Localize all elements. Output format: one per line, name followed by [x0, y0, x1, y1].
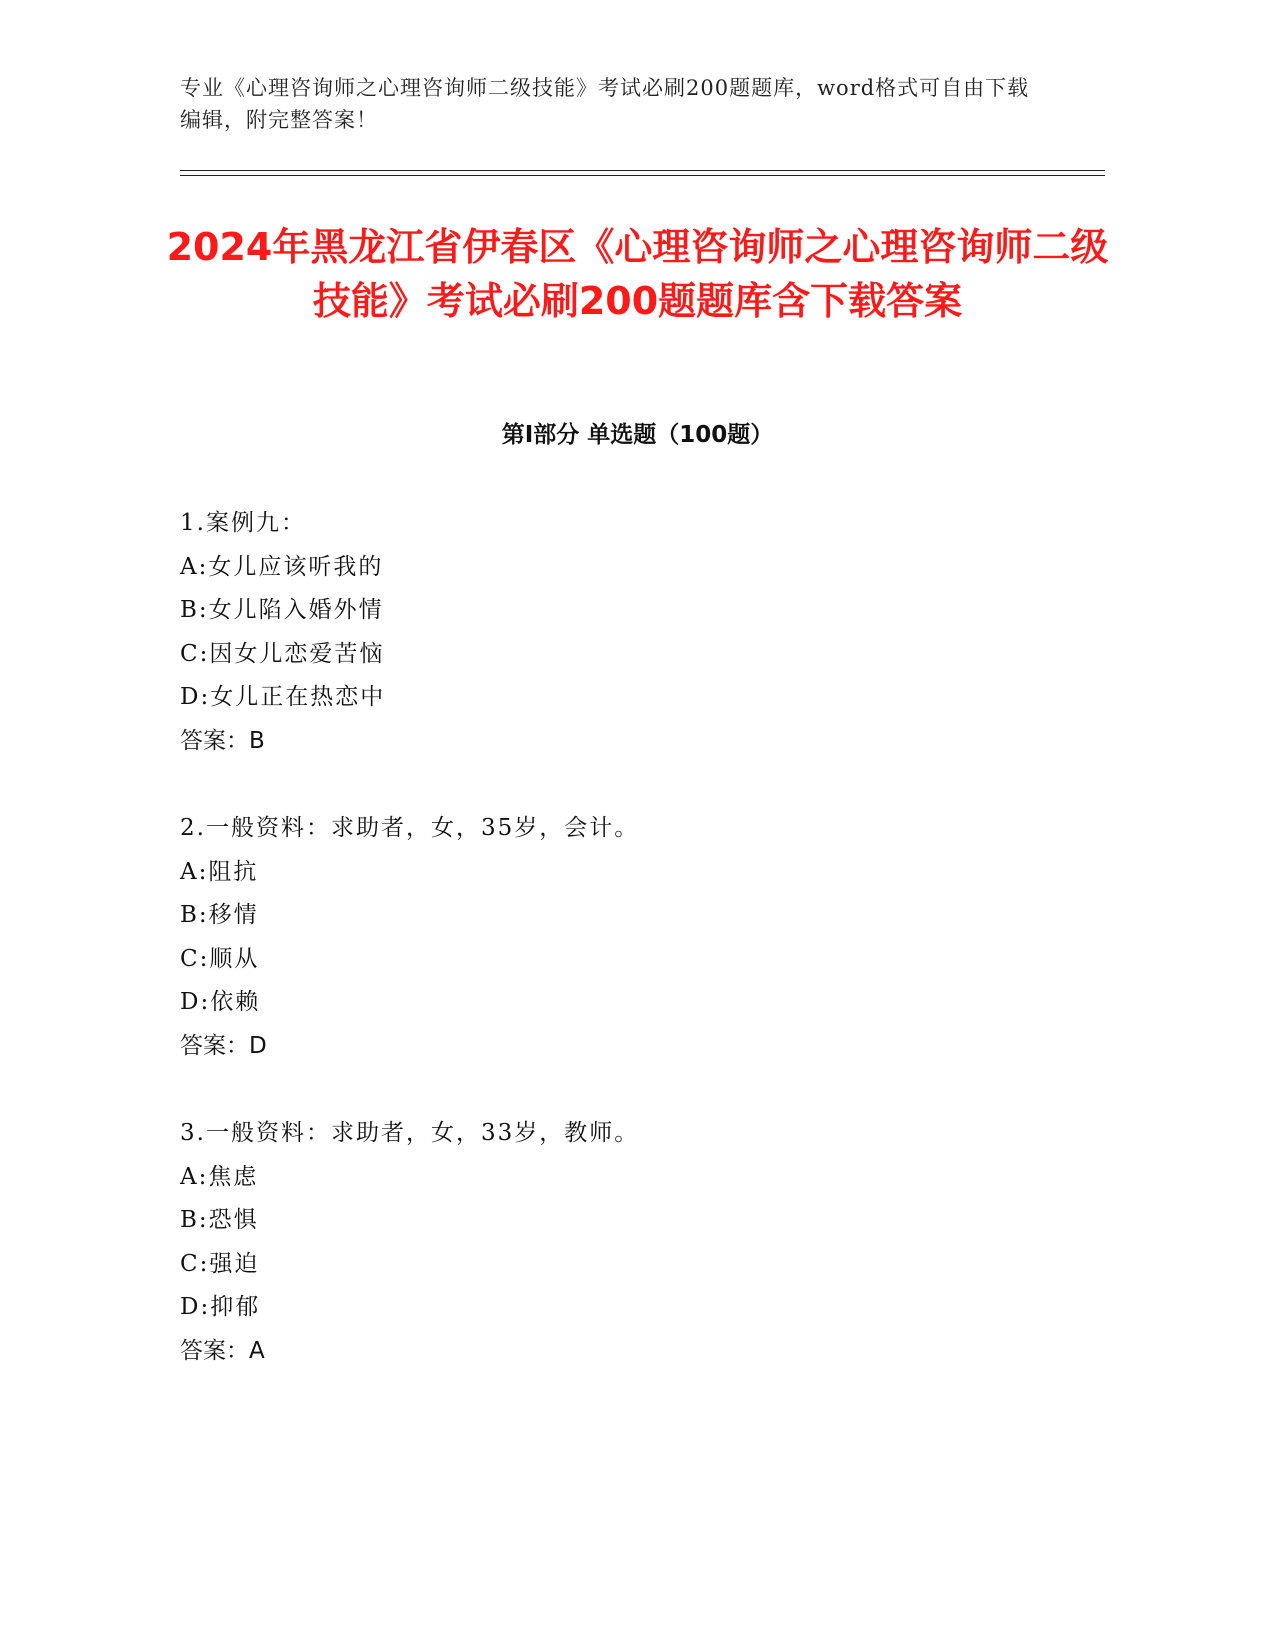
option-c: C:强迫: [180, 1250, 260, 1277]
section-heading: 第I部分 单选题（100题）: [501, 422, 774, 448]
option-b: B:移情: [180, 902, 259, 928]
answer-line: 答案：A: [180, 1337, 265, 1364]
option-d: D:依赖: [180, 989, 261, 1015]
option-a: A:焦虑: [180, 1163, 259, 1190]
question-stem: 1.案例九：: [180, 510, 306, 536]
option-c: C:顺从: [180, 945, 260, 972]
document-title: 2024年黑龙江省伊春区《心理咨询师之心理咨询师二级技能》考试必刷200题题库含下载答案: [166, 225, 1109, 323]
option-d: D:女儿正在热恋中: [180, 684, 386, 710]
question-2: [180, 807, 1080, 1068]
question-stem: 3.一般资料：求助者，女，33岁，教师。: [180, 1120, 640, 1146]
option-b: B:恐惧: [180, 1207, 259, 1233]
header-note: 专业《心理咨询师之心理咨询师二级技能》考试必刷200题题库，word格式可自由下载编辑，附完整答案！: [180, 76, 1030, 132]
question-3: [180, 1112, 1080, 1373]
option-a: A:女儿应该听我的: [180, 553, 384, 580]
header-divider-top: [180, 170, 1105, 171]
option-c: C:因女儿恋爱苦恼: [180, 640, 385, 667]
question-1: [180, 502, 1080, 763]
question-list: [180, 502, 1080, 1417]
answer-line: 答案：B: [180, 727, 265, 754]
option-b: B:女儿陷入婚外情: [180, 597, 384, 623]
option-d: D:抑郁: [180, 1294, 261, 1320]
option-a: A:阻抗: [180, 858, 259, 885]
answer-line: 答案：D: [180, 1032, 267, 1059]
question-stem: 2.一般资料：求助者，女，35岁，会计。: [180, 815, 640, 841]
header-divider-bottom: [180, 175, 1105, 176]
